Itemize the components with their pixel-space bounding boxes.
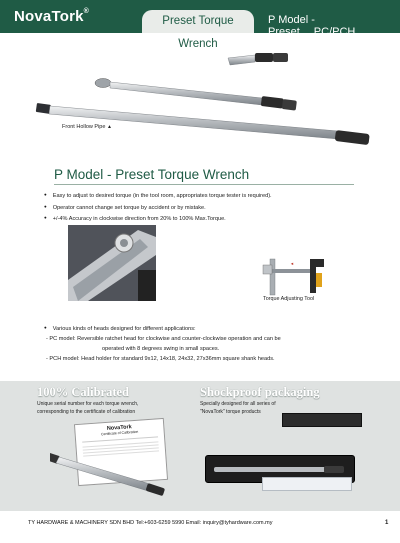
calibrated-wrench-shape [50,451,170,496]
packaging-title: Shockproof packaging [200,385,320,399]
pc-model-line: - PC model: Reversible ratchet head for clockwise and counter-clockwise operation and can be [46,336,281,342]
feature-item: ● Easy to adjust to desired torque (in the tool room, appropriates torque tester is required). [44,190,272,202]
section-title: P Model - Preset Torque Wrench [54,167,250,182]
packaging-description: Specially designed for all series of "NovaTork" torque products [200,401,276,415]
brand-logo: NovaTork® [14,8,90,25]
torque-wrench-illustration [0,33,400,163]
feature-list [44,190,272,225]
adjusting-tool-caption: Torque Adjusting Tool [263,296,315,302]
packaging-papers [262,477,352,491]
product-category-tab: Preset Torque Wrench [142,10,254,33]
model-label: P Model - Preset PC/PCH [268,14,356,38]
feature-item: ● Operator cannot change set torque by accident or by mistake. [44,202,272,214]
footer-contact: TY HARDWARE & MACHINERY SDN BHD Tel:+603-6259 5990 Email: inquiry@tyhardware.com.my [28,520,273,526]
calibrated-description: Unique serial number for each torque wrench, corresponding to the certificate of calibration [37,401,139,415]
heads-list [44,323,281,364]
certificate-brand: NovaTork [106,424,132,432]
small-wrench-shape [228,53,288,65]
pc-model-line-cont: operated with 8 degrees swing in small spaces. [102,346,220,352]
pch-model-line: - PCH model: Head holder for standard 9x12, 14x18, 24x32, 27x36mm square shank heads. [46,356,275,362]
calibrated-title: 100% Calibrated [37,385,130,399]
title-divider [54,184,354,185]
page-number: 1 [385,520,389,526]
torque-adjusting-tool-illustration [230,255,340,300]
header-bar [0,0,400,50]
heads-item: ● Various kinds of heads designed for different applications: [44,323,281,334]
svg-text:◄: ◄ [290,261,294,266]
feature-item: ● +/-4% Accuracy in clockwise direction from 20% to 100% Max.Torque. [44,213,272,225]
feature-band [0,381,400,511]
wrench-head-photo [68,225,156,301]
certificate-title: Certificate of Calibration [100,429,139,437]
closed-case [282,413,362,427]
medium-wrench-shape [95,79,297,111]
front-hollow-pipe-caption: Front Hollow Pipe ▲ [62,124,112,130]
